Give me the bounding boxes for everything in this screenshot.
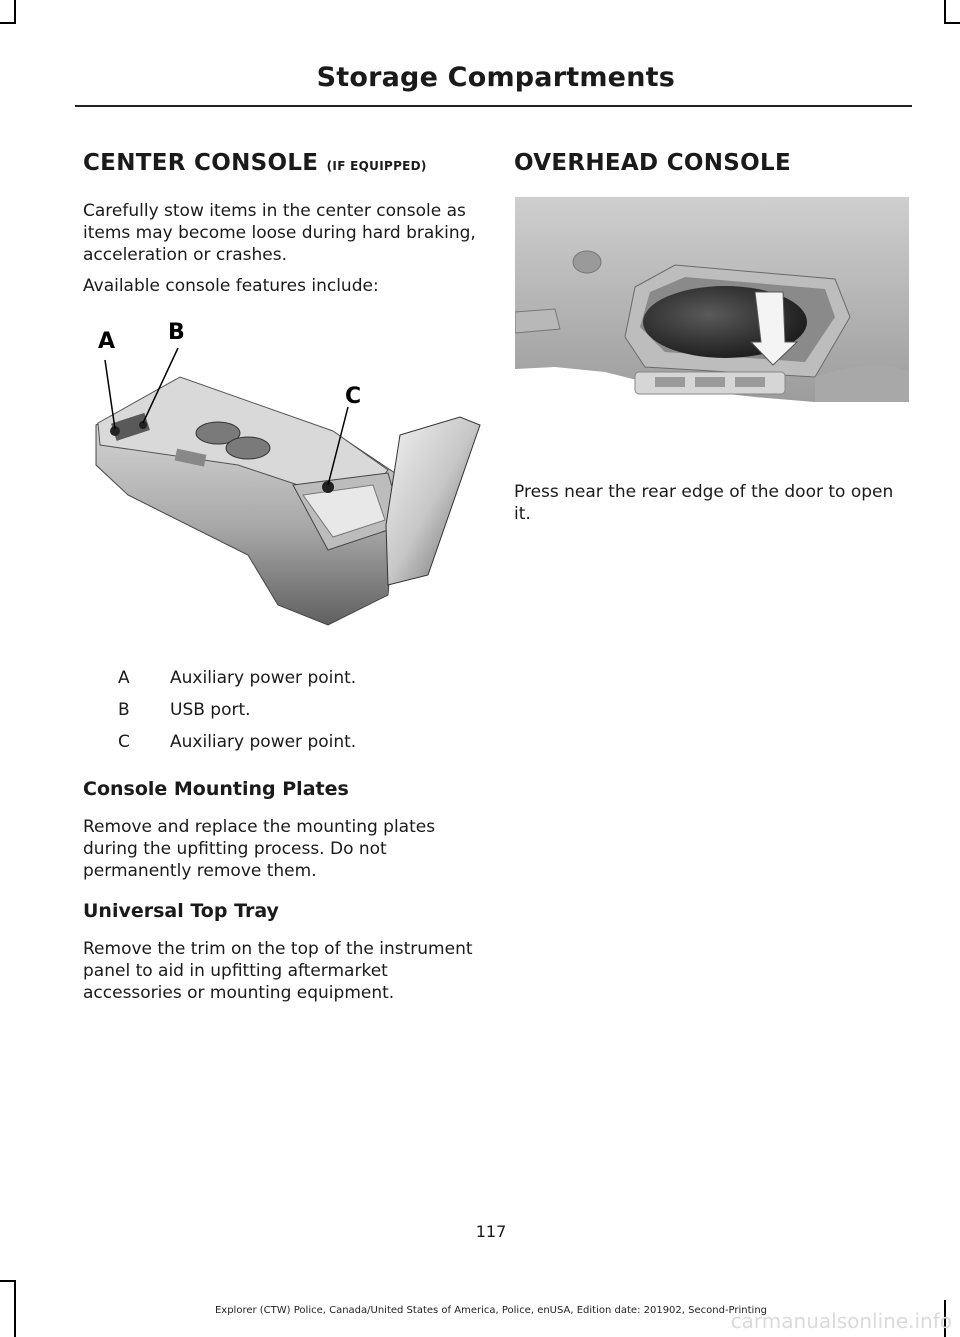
mounting-plates-paragraph: Remove and replace the mounting plates during the upfitting process. Do not permanently remove them. [83, 817, 436, 881]
page-header-title: Storage Compartments [316, 62, 675, 93]
console-features-intro: Available console features include: [83, 276, 379, 296]
top-tray-paragraph: Remove the trim on the top of the instrument panel to aid in upfitting aftermarket accessories or mounting equipment. [83, 939, 473, 1003]
watermark-text: carmanualsonline.info [730, 1309, 952, 1333]
crop-mark [944, 0, 946, 22]
callout-label-a: A [98, 329, 116, 354]
header-divider [75, 105, 912, 107]
callout-label-c: C [345, 384, 362, 409]
crop-mark [14, 0, 16, 22]
center-console-paragraph: Carefully stow items in the center console as items may become loose during hard braking, acceleration or crashes. [83, 201, 476, 265]
crop-mark [0, 1280, 16, 1282]
edition-footer: Explorer (CTW) Police, Canada/United States of America, Police, enUSA, Edition date: 201902, Second-Printing [214, 1305, 768, 1316]
center-console-illustration [88, 305, 483, 640]
overhead-console-photo [515, 197, 909, 437]
overhead-console-paragraph: Press near the rear edge of the door to open it. [514, 482, 894, 524]
left-column-lower [83, 776, 478, 1004]
section-heading-center-console: CENTER CONSOLE (IF EQUIPPED) [83, 150, 427, 176]
callout-label-b: B [168, 320, 185, 345]
right-column [514, 148, 912, 178]
section-heading-overhead-console: OVERHEAD CONSOLE [514, 150, 791, 176]
subheading-mounting-plates: Console Mounting Plates [83, 778, 349, 800]
left-column [83, 148, 478, 297]
subheading-universal-top-tray: Universal Top Tray [83, 900, 279, 922]
crop-mark [944, 22, 960, 24]
crop-mark [0, 22, 16, 24]
page-number: 117 [475, 1222, 507, 1241]
